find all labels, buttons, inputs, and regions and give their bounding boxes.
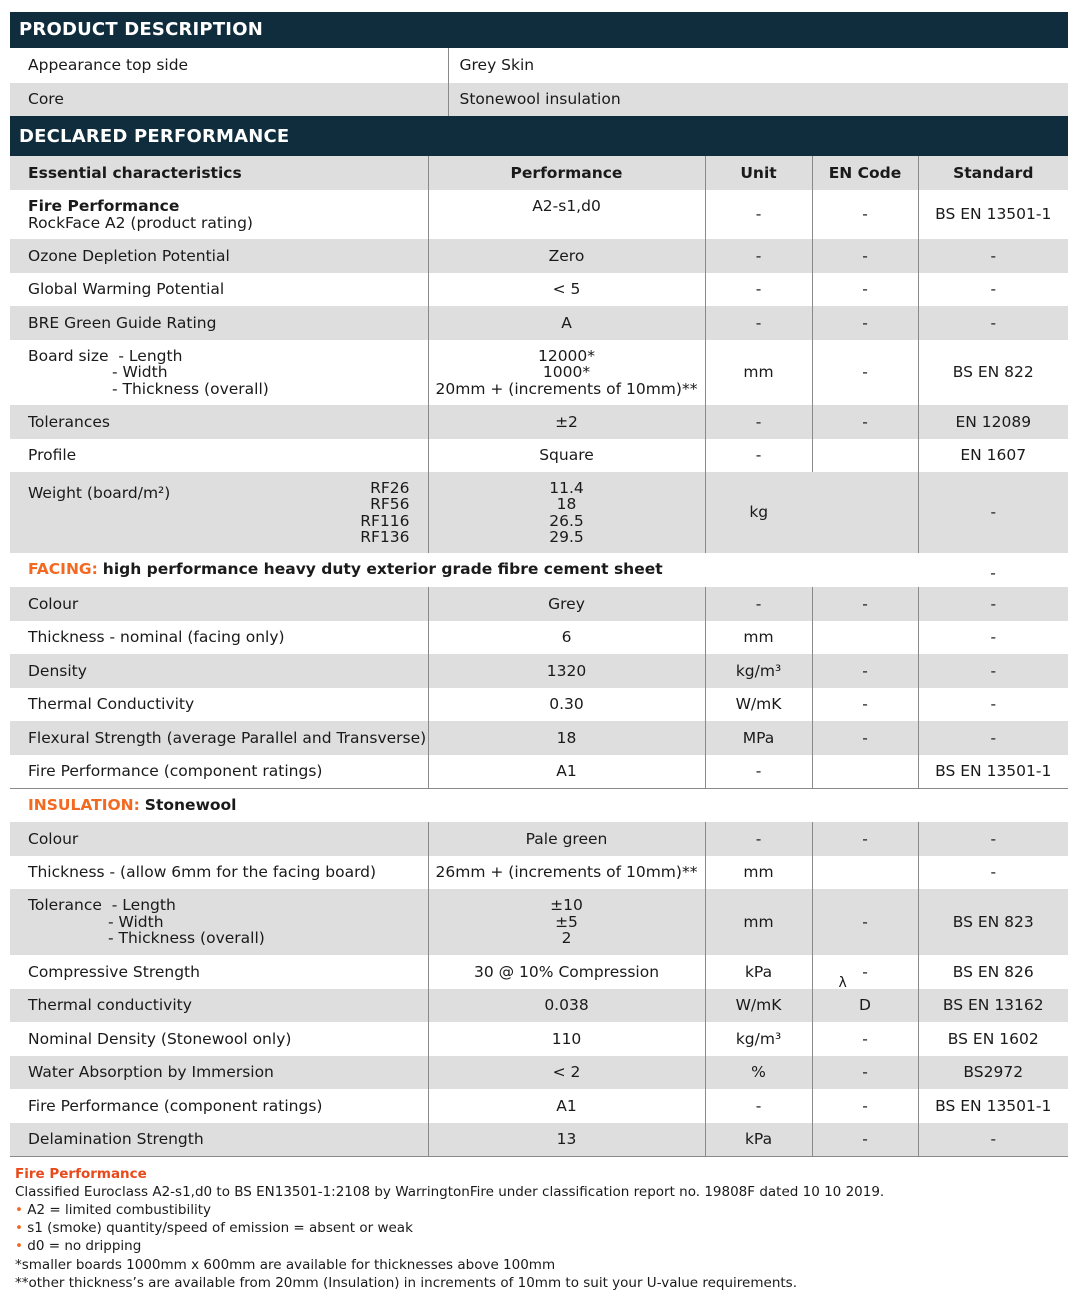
cell-unit: kg/m³ [705,654,812,688]
en-code-value: - [862,962,868,981]
cell-standard: - [918,621,1068,654]
cell-unit: mm [705,889,812,955]
notes-classification: Classified Euroclass A2-s1,d0 to BS EN13501-1:2108 by WarringtonFire under classification report no. 19808F dated 10 10 2019. [15,1183,885,1200]
tolerance-length-label: - Length [111,896,176,915]
table-row [10,989,1068,1022]
cell-unit: - [705,755,812,788]
table-row [10,955,1068,989]
cell-unit: W/mK [705,688,812,721]
cell-label [10,856,428,889]
table-row [10,340,1068,405]
fire-performance-title: Fire Performance [28,197,180,215]
spec-sheet [10,12,1068,1292]
lambda-symbol: λ [838,975,847,991]
board-width-value: 1000* [542,363,591,382]
cell-label: BRE Green Guide Rating [10,306,428,340]
cell-unit: kg/m³ [705,1022,812,1056]
cell-unit: - [705,1089,812,1123]
tolerance-value: ±10 [550,896,583,915]
bullet-text: s1 (smoke) quantity/speed of emission = absent or weak [27,1220,413,1237]
insulation-section-row [10,788,1068,822]
table-row [10,239,1068,273]
facing-heading [10,553,918,587]
board-length-value: 12000* [537,346,596,365]
cell-unit: - [705,439,812,472]
cell-label [10,721,428,755]
cell-en-code: - [812,306,918,340]
board-size-values [428,340,705,405]
cell-performance: 30 @ 10% Compression [428,955,705,989]
table-row [10,1089,1068,1123]
cell-en-code: - [812,239,918,273]
cell-en-code: D [812,989,918,1022]
cell-en-code [812,755,918,788]
cell-en-code: - [812,721,918,755]
product-description-table [10,48,1068,116]
cell-en-code: - [812,1056,918,1089]
table-row [10,688,1068,721]
cell-performance: 13 [428,1123,705,1156]
cell-label: Ozone Depletion Potential [10,239,428,273]
cell-performance: 1320 [428,654,705,688]
cell-en-code: - [812,273,918,306]
bullet-icon: • [15,1201,23,1218]
cell-label [10,587,428,621]
label-note: (average Parallel and Transverse) [161,728,427,747]
table-row [10,439,1068,472]
notes-bullet [15,1219,1068,1237]
cell-standard: BS EN 1602 [918,1022,1068,1056]
cell-en-code: - [812,654,918,688]
cell-standard: - [918,856,1068,889]
cell-standard: - [918,822,1068,856]
header-performance: Performance [428,156,705,190]
cell-standard: BS EN 823 [918,889,1068,955]
label-main: Flexural Strength [28,728,162,747]
cell-performance: < 2 [428,1056,705,1089]
cell-performance: 6 [428,621,705,654]
fire-performance-label [10,190,428,239]
cell-unit: % [705,1056,812,1089]
cell-standard: - [918,553,1068,587]
notes-bullet [15,1201,1068,1219]
board-thickness-value: 20mm + (increments of 10mm)** [435,379,698,398]
cell-performance: 0.038 [428,989,705,1022]
notes-title: Fire Performance [15,1165,147,1182]
cell-en-code: - [812,1089,918,1123]
fire-performance-sub: RockFace A2 (product rating) [28,213,253,232]
cell-unit: - [705,190,812,239]
table-row [10,306,1068,340]
cell-label [10,621,428,654]
cell-en-code: - [812,405,918,439]
label-main: Nominal Density [28,1029,156,1048]
weight-value: 29.5 [549,528,584,546]
weight-value: 26.5 [549,511,584,530]
label-note: (component ratings) [158,762,323,780]
cell-standard: - [918,688,1068,721]
cell-unit: - [705,587,812,621]
product-description-banner: PRODUCT DESCRIPTION [10,12,1068,48]
bullet-text: A2 = limited combustibility [27,1201,211,1218]
cell-standard: - [918,654,1068,688]
label-note: (component ratings) [158,1096,323,1115]
tolerance-width-label: - Width [108,912,164,931]
table-row [10,83,1068,116]
tolerance-value: 2 [561,929,572,948]
cell-performance: 0.30 [428,688,705,721]
insulation-title: INSULATION: [28,796,140,814]
cell-performance: Grey [428,587,705,621]
cell-performance: A1 [428,1089,705,1123]
notes-bullet [15,1237,1068,1255]
cell-standard: EN 1607 [918,439,1068,472]
tolerance-thickness-label: - Thickness (overall) [108,929,265,948]
cell-en-code: - [812,1123,918,1156]
cell-en-code: - [812,587,918,621]
cell-standard: - [918,239,1068,273]
table-row [10,273,1068,306]
tolerance-title: Tolerance [28,896,102,915]
facing-section-row [10,553,1068,587]
cell-label: Delamination Strength [10,1123,428,1156]
tolerance-label [10,889,428,955]
cell-en-code: - [812,889,918,955]
label-main: Colour [28,594,79,613]
board-size-label [10,340,428,405]
cell-standard: - [918,1123,1068,1156]
cell-en-code [812,856,918,889]
cell-unit: MPa [705,721,812,755]
table-row [10,755,1068,788]
label-main: Fire Performance [28,762,159,780]
cell-performance: ±2 [428,405,705,439]
cell-standard: BS EN 13501-1 [918,190,1068,239]
cell-label [10,755,428,788]
cell-label: Colour [10,822,428,856]
table-row [10,654,1068,688]
weight-label: Weight (board/m²) [28,483,171,502]
declared-performance-table [10,156,1068,1157]
weight-value: 18 [556,495,577,513]
cell-performance: 110 [428,1022,705,1056]
table-row [10,721,1068,755]
header-essential-characteristics: Essential characteristics [10,156,428,190]
board-length-label: - Length [118,346,183,365]
cell-unit: mm [705,621,812,654]
board-size-title: Board size [28,346,109,365]
cell-unit: - [705,306,812,340]
cell-performance: 26mm + (increments of 10mm)** [428,856,705,889]
cell-en-code [812,955,918,989]
cell-en-code: - [812,822,918,856]
row-value: Stonewool insulation [448,83,1068,116]
cell-standard: BS EN 822 [918,340,1068,405]
grade-label: RF26 [370,478,410,497]
cell-standard: BS EN 13501-1 [918,755,1068,788]
cell-unit: kPa [705,955,812,989]
label-main: Thermal Conductivity [28,695,195,714]
cell-label [10,688,428,721]
cell-performance: Pale green [428,822,705,856]
cell-en-code [812,472,918,553]
cell-unit: kPa [705,1123,812,1156]
row-label: Core [10,83,448,116]
table-row [10,1123,1068,1156]
cell-label: Global Warming Potential [10,273,428,306]
cell-performance: 18 [428,721,705,755]
declared-performance-banner: DECLARED PERFORMANCE [10,116,1068,156]
table-row [10,587,1068,621]
cell-standard: - [918,721,1068,755]
cell-standard: - [918,273,1068,306]
cell-en-code: - [812,190,918,239]
cell-standard: - [918,472,1068,553]
grade-label: RF136 [360,528,410,546]
label-main: Density [28,661,87,680]
cell-performance: Zero [428,239,705,273]
cell-label: Thermal conductivity [10,989,428,1022]
cell-label [10,1089,428,1123]
weight-values [428,472,705,553]
label-note: - (allow 6mm for the facing board) [104,863,377,882]
cell-label: Water Absorption by Immersion [10,1056,428,1089]
tolerance-values [428,889,705,955]
cell-standard: BS EN 13162 [918,989,1068,1022]
cell-en-code [812,621,918,654]
table-header-row [10,156,1068,190]
cell-en-code: - [812,688,918,721]
bullet-icon: • [15,1220,23,1237]
cell-standard: BS EN 13501-1 [918,1089,1068,1123]
label-main: Fire Performance [28,1096,159,1115]
bullet-icon: • [15,1238,23,1255]
header-unit: Unit [705,156,812,190]
weight-grades [360,480,409,546]
cell-unit: kg [705,472,812,553]
row-value: Grey Skin [448,48,1068,83]
cell-performance: Square [428,439,705,472]
cell-standard: EN 12089 [918,405,1068,439]
cell-label [10,654,428,688]
cell-en-code: - [812,340,918,405]
weight-value: 11.4 [549,478,584,497]
cell-performance: A1 [428,755,705,788]
table-row [10,48,1068,83]
table-row [10,190,1068,239]
table-row [10,856,1068,889]
cell-en-code [812,439,918,472]
cell-unit: - [705,822,812,856]
label-note: - nominal (facing only) [104,628,285,647]
label-note: (Stonewool only) [155,1029,292,1048]
cell-label [10,1022,428,1056]
cell-standard: BS EN 826 [918,955,1068,989]
cell-standard: - [918,587,1068,621]
header-standard: Standard [918,156,1068,190]
table-row [10,889,1068,955]
cell-unit: - [705,405,812,439]
fire-performance-value: A2-s1,d0 [428,190,705,239]
bullet-text: d0 = no dripping [27,1238,142,1255]
cell-unit: mm [705,340,812,405]
table-row [10,1022,1068,1056]
cell-performance: A [428,306,705,340]
cell-unit: W/mK [705,989,812,1022]
table-row [10,621,1068,654]
tolerance-value: ±5 [555,912,578,931]
facing-title: FACING: [28,560,98,578]
footnote-other-thickness: **other thickness’s are available from 20mm (Insulation) in increments of 10mm to suit your U-value requirements. [15,1274,797,1291]
label-main: Thickness [28,863,105,882]
footnote-smaller-boards: *smaller boards 1000mm x 600mm are available for thicknesses above 100mm [15,1256,556,1273]
cell-unit: - [705,239,812,273]
cell-label: Tolerances [10,405,428,439]
insulation-desc: Stonewool [144,796,237,814]
grade-label: RF56 [370,495,410,513]
footnotes [10,1157,1068,1292]
cell-standard: BS2972 [918,1056,1068,1089]
label-main: Thickness [28,628,105,647]
weight-label-cell [10,472,428,553]
header-en-code: EN Code [812,156,918,190]
cell-unit: mm [705,856,812,889]
cell-unit: - [705,273,812,306]
cell-label: Compressive Strength [10,955,428,989]
table-row [10,472,1068,553]
cell-label: Profile [10,439,428,472]
board-width-label: - Width [112,363,168,382]
row-label: Appearance top side [10,48,448,83]
grade-label: RF116 [360,511,410,530]
table-row [10,405,1068,439]
table-row [10,1056,1068,1089]
insulation-heading [10,788,1068,822]
board-thickness-label: - Thickness (overall) [112,379,269,398]
cell-standard: - [918,306,1068,340]
cell-en-code: - [812,1022,918,1056]
facing-desc: high performance heavy duty exterior grade fibre cement sheet [102,560,663,578]
cell-performance: < 5 [428,273,705,306]
table-row [10,822,1068,856]
